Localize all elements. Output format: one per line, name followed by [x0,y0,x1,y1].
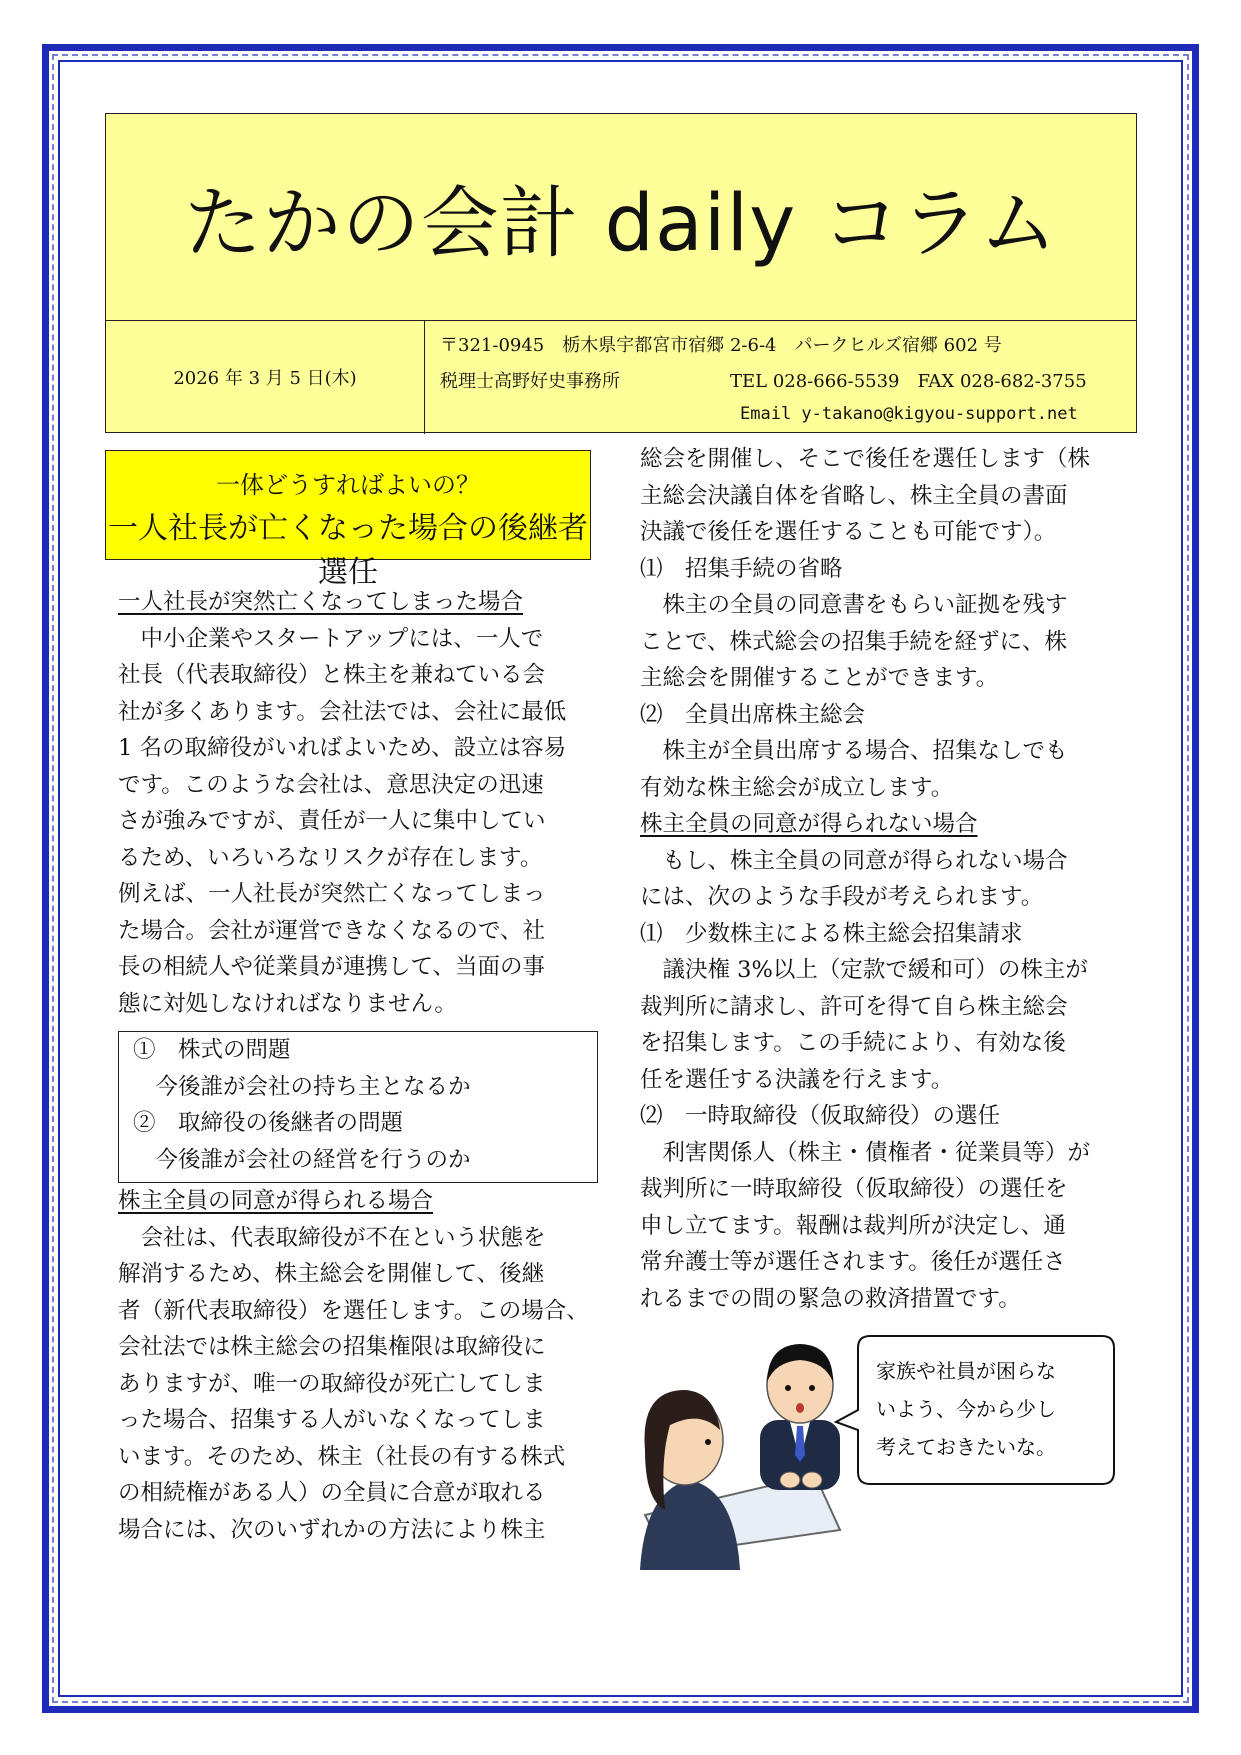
paragraph-line: 議決権 3%以上（定款で緩和可）の株主が [640,957,1088,983]
paragraph-line: た場合。会社が運営できなくなるので、社 [118,917,546,944]
man-eye-right [809,1385,815,1391]
section-heading: 株主全員の同意が得られる場合 [118,1188,434,1214]
paragraph-line: 会社は、代表取締役が不在という状態を [118,1224,546,1251]
man-mouth [796,1403,804,1413]
issue-detail: 今後誰が会社の経営を行うのか [133,1146,471,1173]
paragraph-line: には、次のような手段が考えられます。 [640,884,1044,910]
woman-eye [705,1439,711,1445]
header-vertical-divider [424,320,425,434]
paragraph-line: 主総会決議自体を省略し、株主全員の書面 [640,482,1068,509]
section-heading: 一人社長が突然亡くなってしまった場合 [118,589,524,615]
paragraph-line: った場合、招集する人がいなくなってしま [118,1407,546,1433]
paragraph-line: さが強みですが、責任が一人に集中してい [118,808,546,834]
consultation-illustration [640,1330,1120,1570]
paragraph-line: 長の相続人や従業員が連携して、当面の事 [118,954,546,980]
paragraph-line: 場合には、次のいずれかの方法により株主 [118,1516,546,1543]
right-column [640,441,1090,1317]
issue-detail: 今後誰が会社の持ち主となるか [133,1073,471,1100]
paragraph-line: 株主が全員出席する場合、招集なしでも [640,738,1068,764]
office-name-text: 税理士高野好史事務所 [440,371,620,392]
paragraph-line: 裁判所に一時取締役（仮取締役）の選任を [640,1176,1068,1202]
man-hand-left [780,1472,800,1488]
paragraph-line: ことで、株式総会の招集手続を経ずに、株 [640,628,1068,655]
paragraph-line: 社が多くあります。会社法では、会社に最低 [118,698,567,725]
office-tel-fax: TEL 028-666-5539 FAX 028-682-3755 [730,371,1087,392]
paragraph-line: 株主の全員の同意書をもらい証拠を残す [640,592,1068,618]
issue-item: ① 株式の問題 [133,1037,291,1063]
paragraph-line: 解消するため、株主総会を開催して、後継 [118,1261,545,1287]
issue-date: 2026 年 3 月 5 日(木) [173,368,357,389]
paragraph-line: います。そのため、株主（社長の有する株式 [118,1443,566,1470]
paragraph-line: 裁判所に請求し、許可を得て自ら株主総会 [640,993,1068,1020]
paragraph-line: 任を選任する決議を行えます。 [640,1066,954,1093]
paragraph-line: 有効な株主総会が成立します。 [640,774,954,801]
item-title: ⑴ 少数株主による株主総会招集請求 [640,920,1023,947]
office-address: 〒321-0945 栃木県宇都宮市宿郷 2-6-4 パークヒルズ宿郷 602 号 [440,335,1002,356]
left-column [118,584,566,1022]
paragraph-line: を招集します。この手続により、有効な後 [640,1030,1066,1056]
paragraph-line: 常弁護士等が選任されます。後任が選任さ [640,1249,1066,1275]
item-title: ⑵ 一時取締役（仮取締役）の選任 [640,1103,1001,1129]
section-heading: 株主全員の同意が得られない場合 [640,811,978,837]
paragraph-line: の相続権がある人）の全員に合意が取れる [118,1480,546,1506]
paragraph-line: 総会を開催し、そこで後任を選任します（株 [640,446,1091,472]
paragraph-line: 主総会を開催することができます。 [640,665,999,691]
speech-line-3: 考えておきたいな。 [876,1435,1056,1459]
paragraph-line: 中小企業やスタートアップには、一人で [118,625,544,652]
paragraph-line: 決議で後任を選任することも可能です）。 [640,519,1057,545]
paragraph-line: です。このような会社は、意思決定の迅速 [118,771,544,798]
paragraph-line: 者（新代表取締役）を選任します。この場合、 [118,1297,589,1324]
paragraph-line: 態に対処しなければなりません。 [118,990,457,1017]
article-title: 一人社長が亡くなった場合の後継者選任 [108,511,588,590]
speech-line-2: いよう、今から少し [876,1397,1056,1421]
man-eye-left [785,1385,791,1391]
paragraph-line: 申し立てます。報酬は裁判所が決定し、通 [640,1212,1066,1239]
paragraph-line: ありますが、唯一の取締役が死亡してしま [118,1370,546,1397]
paragraph-line: 利害関係人（株主・債権者・従業員等）が [640,1139,1091,1166]
item-title: ⑴ 招集手続の省略 [640,555,843,582]
left-column-lower [118,1183,589,1548]
article-subtitle: 一体どうすればよいの？ [216,471,480,499]
office-name [440,367,620,393]
paragraph-line: 社長（代表取締役）と株主を兼ねている会 [118,662,545,688]
article-title-box [105,450,591,590]
office-email: Email y-takano@kigyou-support.net [740,404,1078,424]
newsletter-title: たかの会計 daily コラム [183,179,1059,269]
paragraph-line: 会社法では株主総会の招集権限は取締役に [118,1334,546,1360]
paragraph-line: るため、いろいろなリスクが存在します。 [118,844,543,871]
newsletter-header [105,113,1137,433]
paragraph-line: 例えば、一人社長が突然亡くなってしまっ [118,881,546,907]
man-hand-right [802,1472,822,1488]
paragraph-line: れるまでの間の緊急の救済措置です。 [640,1285,1021,1312]
issues-box [118,1031,598,1183]
paragraph-line: もし、株主全員の同意が得られない場合 [640,847,1068,874]
issue-item: ② 取締役の後継者の問題 [133,1110,404,1136]
item-title: ⑵ 全員出席株主総会 [640,701,866,728]
speech-line-1: 家族や社員が困らな [876,1359,1056,1383]
paragraph-line: 1 名の取締役がいればよいため、設立は容易 [118,735,567,761]
